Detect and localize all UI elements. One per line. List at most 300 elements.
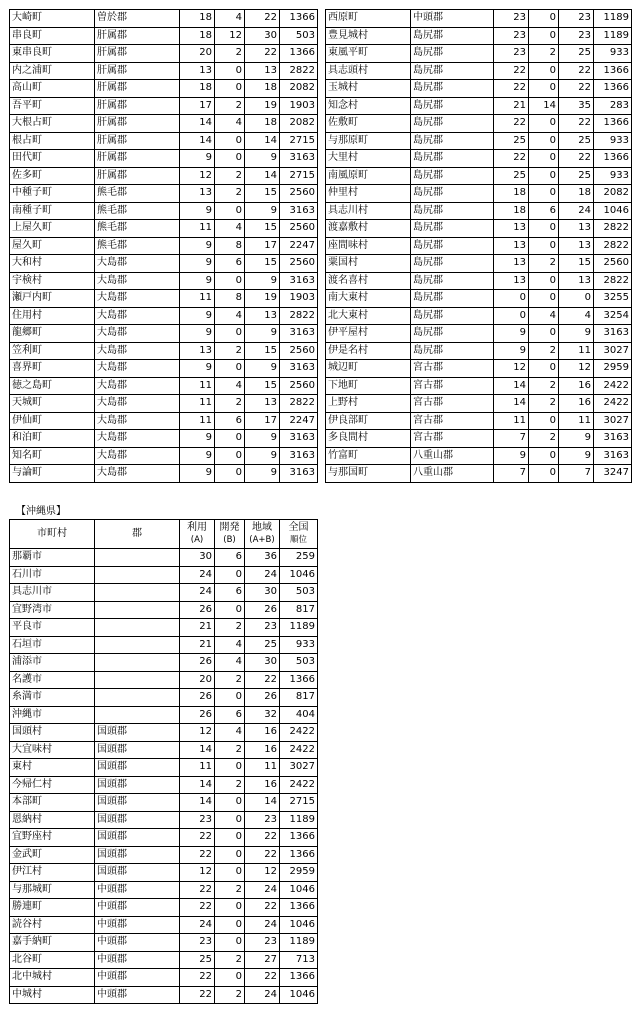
district-cell: 国頭郡 (95, 846, 180, 864)
table-row (10, 916, 318, 934)
table-row (10, 45, 318, 63)
district-cell: 宮古郡 (411, 395, 494, 413)
municipality-cell: 与那城町 (10, 881, 95, 899)
area-cell: 14 (245, 167, 280, 185)
area-cell: 9 (245, 447, 280, 465)
use-cell: 25 (180, 951, 215, 969)
table-row (326, 185, 632, 203)
municipality-cell: 伊平屋村 (326, 325, 411, 343)
table-row (326, 412, 632, 430)
municipality-cell: 南風原町 (326, 167, 411, 185)
rank-cell: 2560 (280, 185, 318, 203)
dev-cell: 0 (215, 325, 245, 343)
rank-cell: 2822 (594, 237, 632, 255)
header-dev-sub: (B) (223, 535, 236, 545)
rank-cell: 3163 (280, 325, 318, 343)
table-row (10, 724, 318, 742)
district-cell: 島尻郡 (411, 237, 494, 255)
municipality-cell: 竹富町 (326, 447, 411, 465)
district-cell: 大島郡 (95, 325, 180, 343)
table-row (10, 290, 318, 308)
district-cell: 島尻郡 (411, 185, 494, 203)
area-cell: 9 (559, 447, 594, 465)
municipality-cell: 石川市 (10, 566, 95, 584)
municipality-cell: 名護市 (10, 671, 95, 689)
municipality-cell: 玉城村 (326, 80, 411, 98)
dev-cell: 2 (215, 185, 245, 203)
district-cell: 肝属郡 (95, 167, 180, 185)
table-row (326, 62, 632, 80)
municipality-cell: 中城村 (10, 986, 95, 1004)
use-cell: 14 (180, 741, 215, 759)
dev-cell: 0 (215, 566, 245, 584)
use-cell: 25 (494, 132, 529, 150)
area-cell: 18 (245, 115, 280, 133)
table-row (10, 794, 318, 812)
district-cell: 島尻郡 (411, 202, 494, 220)
dev-cell: 0 (529, 27, 559, 45)
rank-cell: 404 (280, 706, 318, 724)
rank-cell: 3027 (594, 342, 632, 360)
area-cell: 30 (245, 584, 280, 602)
dev-cell: 0 (529, 185, 559, 203)
dev-cell: 0 (529, 80, 559, 98)
use-cell: 23 (180, 934, 215, 952)
district-cell: 宮古郡 (411, 412, 494, 430)
area-cell: 13 (245, 307, 280, 325)
table-row (326, 220, 632, 238)
district-cell: 国頭郡 (95, 811, 180, 829)
area-cell: 25 (559, 132, 594, 150)
dev-cell: 2 (215, 776, 245, 794)
area-cell: 9 (559, 430, 594, 448)
use-cell: 24 (180, 584, 215, 602)
dev-cell: 0 (529, 167, 559, 185)
area-cell: 9 (245, 150, 280, 168)
table-row (10, 62, 318, 80)
rank-cell: 1366 (280, 671, 318, 689)
rank-cell: 2422 (280, 741, 318, 759)
table-row (10, 220, 318, 238)
use-cell: 9 (494, 342, 529, 360)
district-cell: 島尻郡 (411, 150, 494, 168)
table-row (10, 360, 318, 378)
header-use-label: 利用 (187, 522, 207, 533)
municipality-cell: 勝連町 (10, 899, 95, 917)
dev-cell: 4 (215, 654, 245, 672)
rank-cell: 1366 (280, 899, 318, 917)
dev-cell: 0 (215, 899, 245, 917)
municipality-cell: 嘉手納町 (10, 934, 95, 952)
area-cell: 17 (245, 237, 280, 255)
dev-cell: 4 (215, 307, 245, 325)
district-cell: 大島郡 (95, 272, 180, 290)
rank-cell: 1366 (594, 150, 632, 168)
district-cell: 中頭郡 (95, 986, 180, 1004)
use-cell: 9 (180, 150, 215, 168)
table-row (326, 377, 632, 395)
area-cell: 4 (559, 307, 594, 325)
table-row (10, 969, 318, 987)
table-row (326, 325, 632, 343)
rank-cell: 3163 (280, 430, 318, 448)
dev-cell: 2 (529, 395, 559, 413)
district-cell: 宮古郡 (411, 377, 494, 395)
table-row (326, 255, 632, 273)
area-cell: 11 (245, 759, 280, 777)
dev-cell: 2 (529, 430, 559, 448)
dev-cell: 2 (215, 671, 245, 689)
dev-cell: 6 (215, 706, 245, 724)
municipality-cell: 伊江村 (10, 864, 95, 882)
rank-cell: 2822 (280, 395, 318, 413)
area-cell: 16 (245, 724, 280, 742)
municipality-cell: 渡名喜村 (326, 272, 411, 290)
section-heading: 【沖縄県】 (16, 506, 66, 517)
header-dev (215, 520, 245, 549)
area-cell: 11 (559, 412, 594, 430)
district-cell: 熊毛郡 (95, 237, 180, 255)
district-cell: 大島郡 (95, 377, 180, 395)
use-cell: 9 (494, 447, 529, 465)
use-cell: 21 (494, 97, 529, 115)
dev-cell: 0 (529, 115, 559, 133)
municipality-cell: 宜野座村 (10, 829, 95, 847)
dev-cell: 0 (215, 272, 245, 290)
municipality-cell: 佐敷町 (326, 115, 411, 133)
municipality-cell: 知念村 (326, 97, 411, 115)
table-row (326, 237, 632, 255)
header-district: 郡 (95, 520, 180, 549)
use-cell: 23 (494, 27, 529, 45)
use-cell: 18 (180, 27, 215, 45)
dev-cell: 0 (215, 969, 245, 987)
area-cell: 15 (245, 220, 280, 238)
municipality-cell: 内之浦町 (10, 62, 95, 80)
area-cell: 25 (559, 45, 594, 63)
area-cell: 12 (245, 864, 280, 882)
dev-cell: 2 (215, 342, 245, 360)
use-cell: 22 (180, 881, 215, 899)
area-cell: 13 (559, 272, 594, 290)
rank-cell: 2959 (280, 864, 318, 882)
dev-cell: 0 (215, 811, 245, 829)
use-cell: 9 (180, 255, 215, 273)
header-use (180, 520, 215, 549)
municipality-cell: 住用村 (10, 307, 95, 325)
municipality-cell: 恩納村 (10, 811, 95, 829)
district-cell: 熊毛郡 (95, 220, 180, 238)
use-cell: 13 (494, 220, 529, 238)
district-cell: 肝属郡 (95, 45, 180, 63)
rank-cell: 3163 (594, 447, 632, 465)
rank-cell: 2822 (280, 62, 318, 80)
dev-cell: 0 (215, 465, 245, 483)
use-cell: 11 (180, 759, 215, 777)
use-cell: 7 (494, 430, 529, 448)
municipality-cell: 国頭村 (10, 724, 95, 742)
municipality-cell: 宇検村 (10, 272, 95, 290)
dev-cell: 0 (529, 62, 559, 80)
dev-cell: 6 (215, 255, 245, 273)
district-cell: 中頭郡 (95, 934, 180, 952)
dev-cell: 4 (215, 377, 245, 395)
area-cell: 13 (245, 62, 280, 80)
district-cell: 八重山郡 (411, 447, 494, 465)
use-cell: 11 (180, 290, 215, 308)
district-cell: 肝属郡 (95, 27, 180, 45)
area-cell: 16 (559, 377, 594, 395)
municipality-cell: 大里村 (326, 150, 411, 168)
header-area (245, 520, 280, 549)
rank-cell: 3163 (280, 465, 318, 483)
dev-cell: 0 (215, 80, 245, 98)
table-row (10, 447, 318, 465)
use-cell: 7 (494, 465, 529, 483)
use-cell: 26 (180, 601, 215, 619)
rank-cell: 817 (280, 689, 318, 707)
use-cell: 21 (180, 636, 215, 654)
area-cell: 13 (245, 395, 280, 413)
table-row (10, 584, 318, 602)
table-row (10, 97, 318, 115)
municipality-cell: 屋久町 (10, 237, 95, 255)
rank-cell: 1046 (594, 202, 632, 220)
table-row (10, 272, 318, 290)
table-row (326, 132, 632, 150)
dev-cell: 14 (529, 97, 559, 115)
table-row (10, 671, 318, 689)
district-cell: 肝属郡 (95, 80, 180, 98)
area-cell: 9 (559, 325, 594, 343)
rank-cell: 2560 (280, 377, 318, 395)
use-cell: 18 (494, 202, 529, 220)
area-cell: 26 (245, 601, 280, 619)
rank-cell: 283 (594, 97, 632, 115)
rank-cell: 2715 (280, 167, 318, 185)
area-cell: 22 (245, 846, 280, 864)
use-cell: 23 (494, 45, 529, 63)
municipality-cell: 渡嘉敷村 (326, 220, 411, 238)
municipality-cell: 多良間村 (326, 430, 411, 448)
dev-cell: 2 (529, 255, 559, 273)
table-body (10, 10, 318, 483)
rank-cell: 3027 (594, 412, 632, 430)
area-cell: 15 (245, 342, 280, 360)
dev-cell: 0 (215, 360, 245, 378)
area-cell: 19 (245, 97, 280, 115)
use-cell: 23 (180, 811, 215, 829)
municipality-cell: 龍郷町 (10, 325, 95, 343)
district-cell: 肝属郡 (95, 115, 180, 133)
dev-cell: 8 (215, 290, 245, 308)
table-row (10, 549, 318, 567)
district-cell: 島尻郡 (411, 255, 494, 273)
district-cell: 島尻郡 (411, 272, 494, 290)
area-cell: 22 (245, 899, 280, 917)
municipality-cell: 座間味村 (326, 237, 411, 255)
dev-cell: 0 (215, 846, 245, 864)
rank-cell: 1189 (594, 27, 632, 45)
dev-cell: 0 (215, 132, 245, 150)
municipality-cell: 読谷村 (10, 916, 95, 934)
table-row (10, 377, 318, 395)
table-row (10, 237, 318, 255)
dev-cell: 0 (529, 412, 559, 430)
dev-cell: 0 (529, 360, 559, 378)
rank-cell: 2560 (280, 255, 318, 273)
area-cell: 19 (245, 290, 280, 308)
table-row (326, 465, 632, 483)
rank-cell: 1189 (280, 934, 318, 952)
dev-cell: 4 (529, 307, 559, 325)
area-cell: 14 (245, 794, 280, 812)
area-cell: 11 (559, 342, 594, 360)
area-cell: 24 (559, 202, 594, 220)
header-dev-label: 開発 (219, 522, 240, 533)
header-rank (280, 520, 318, 549)
district-cell: 島尻郡 (411, 290, 494, 308)
district-cell: 国頭郡 (95, 794, 180, 812)
municipality-cell: 東村 (10, 759, 95, 777)
rank-cell: 1366 (280, 969, 318, 987)
district-cell: 島尻郡 (411, 342, 494, 360)
municipality-cell: 大宜味村 (10, 741, 95, 759)
rank-cell: 1046 (280, 881, 318, 899)
area-cell: 22 (559, 115, 594, 133)
area-cell: 23 (559, 27, 594, 45)
district-cell: 大島郡 (95, 412, 180, 430)
use-cell: 9 (180, 430, 215, 448)
area-cell: 9 (245, 272, 280, 290)
dev-cell: 6 (529, 202, 559, 220)
rank-cell: 1366 (594, 62, 632, 80)
table-row (326, 115, 632, 133)
district-cell: 中頭郡 (411, 10, 494, 28)
rank-cell: 2247 (280, 237, 318, 255)
table-row (326, 97, 632, 115)
area-cell: 9 (245, 430, 280, 448)
area-cell: 32 (245, 706, 280, 724)
table-row (10, 430, 318, 448)
area-cell: 13 (559, 237, 594, 255)
district-cell (95, 671, 180, 689)
use-cell: 22 (494, 62, 529, 80)
municipality-cell: 東串良町 (10, 45, 95, 63)
use-cell: 20 (180, 671, 215, 689)
rank-cell: 1046 (280, 916, 318, 934)
rank-cell: 2959 (594, 360, 632, 378)
area-cell: 15 (559, 255, 594, 273)
rank-cell: 2822 (594, 220, 632, 238)
rank-cell: 1189 (594, 10, 632, 28)
district-cell: 熊毛郡 (95, 202, 180, 220)
table-row (326, 395, 632, 413)
dev-cell: 6 (215, 549, 245, 567)
table-okinawa-continued (325, 9, 632, 483)
district-cell (95, 706, 180, 724)
dev-cell: 2 (215, 97, 245, 115)
use-cell: 9 (180, 325, 215, 343)
dev-cell: 0 (529, 132, 559, 150)
municipality-cell: 具志川村 (326, 202, 411, 220)
area-cell: 25 (245, 636, 280, 654)
table-row (10, 811, 318, 829)
table-row (10, 864, 318, 882)
use-cell: 12 (180, 167, 215, 185)
rank-cell: 2822 (280, 307, 318, 325)
municipality-cell: 南大東村 (326, 290, 411, 308)
table-row (326, 342, 632, 360)
area-cell: 22 (559, 62, 594, 80)
municipality-cell: 城辺町 (326, 360, 411, 378)
table-row (326, 430, 632, 448)
use-cell: 12 (180, 864, 215, 882)
district-cell: 熊毛郡 (95, 185, 180, 203)
dev-cell: 2 (215, 45, 245, 63)
rank-cell: 1046 (280, 986, 318, 1004)
municipality-cell: 中種子町 (10, 185, 95, 203)
rank-cell: 1366 (594, 80, 632, 98)
area-cell: 15 (245, 255, 280, 273)
dev-cell: 0 (529, 272, 559, 290)
district-cell: 島尻郡 (411, 132, 494, 150)
municipality-cell: 与那原町 (326, 132, 411, 150)
area-cell: 22 (245, 10, 280, 28)
district-cell: 国頭郡 (95, 759, 180, 777)
rank-cell: 2082 (280, 115, 318, 133)
municipality-cell: 北中城村 (10, 969, 95, 987)
table-row (10, 132, 318, 150)
municipality-cell: 串良町 (10, 27, 95, 45)
municipality-cell: 根占町 (10, 132, 95, 150)
rank-cell: 2422 (594, 395, 632, 413)
table-row (326, 167, 632, 185)
use-cell: 13 (494, 272, 529, 290)
district-cell: 肝属郡 (95, 97, 180, 115)
area-cell: 23 (245, 619, 280, 637)
municipality-cell: 浦添市 (10, 654, 95, 672)
area-cell: 23 (245, 811, 280, 829)
header-area-label: 地域 (252, 522, 272, 533)
table-row (10, 255, 318, 273)
district-cell: 国頭郡 (95, 829, 180, 847)
rank-cell: 3163 (280, 360, 318, 378)
municipality-cell: 喜界町 (10, 360, 95, 378)
rank-cell: 2082 (594, 185, 632, 203)
rank-cell: 503 (280, 584, 318, 602)
table-row (10, 80, 318, 98)
dev-cell: 0 (529, 10, 559, 28)
rank-cell: 3027 (280, 759, 318, 777)
municipality-cell: 上屋久町 (10, 220, 95, 238)
municipality-cell: 上野村 (326, 395, 411, 413)
use-cell: 9 (180, 202, 215, 220)
area-cell: 16 (245, 776, 280, 794)
area-cell: 9 (245, 325, 280, 343)
dev-cell: 2 (215, 986, 245, 1004)
rank-cell: 2822 (594, 272, 632, 290)
district-cell: 大島郡 (95, 290, 180, 308)
rank-cell: 2560 (594, 255, 632, 273)
use-cell: 13 (180, 62, 215, 80)
area-cell: 9 (245, 202, 280, 220)
district-cell: 肝属郡 (95, 62, 180, 80)
use-cell: 0 (494, 307, 529, 325)
rank-cell: 3163 (280, 447, 318, 465)
use-cell: 13 (180, 342, 215, 360)
use-cell: 24 (180, 566, 215, 584)
